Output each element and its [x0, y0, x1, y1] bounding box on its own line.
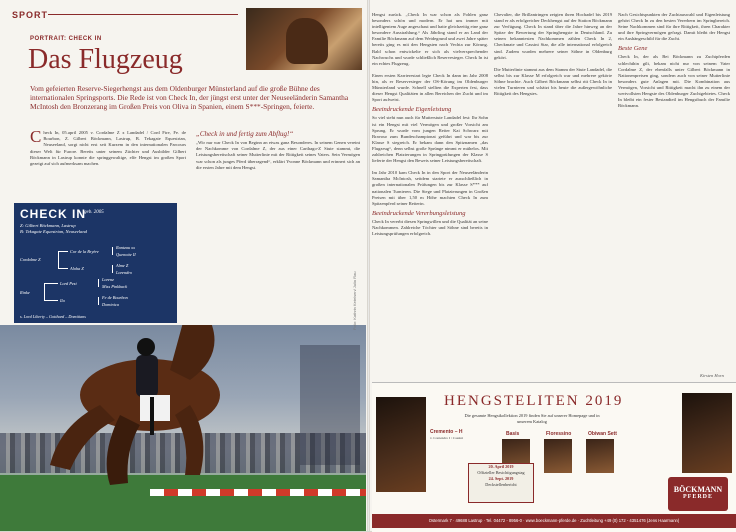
ad-stallion-1-sub: v. Contendro I / Cassini [430, 436, 464, 440]
ad-horse-photo-left [376, 397, 426, 492]
section-rule [48, 14, 238, 15]
pedigree-dam: Rinke [20, 290, 30, 295]
ad-stallion-4: Obiwan Sett [588, 431, 617, 437]
pedigree-dam-dam-dam: Dominica [102, 302, 119, 307]
dropcap: C [30, 130, 42, 146]
ad-date-1-label: Offizieller Besichtigungstag [477, 470, 525, 475]
column-3b-text: Einen ersten Karrierestart legte Check In dann im Jahr 2008 hin, als er Reservesieger der OS-Körung im Oldenburger Münsterland wurde. Schnell stellten die Experten fest, dass dieser Hengst Qualitäten in allen Bereichen der Zucht und im Sport aufweist. [372, 72, 488, 103]
pedigree-sire-dam: Aloha Z [70, 266, 84, 271]
article-column-2: „Wir nur war Check In von Beginn an etwas ganz Besonderes. In seinem Genen vereint der Nachkomme von Cordalme Z, der aus einer Carthago-Z Stute stammt, die Leistungsbereitschaft seiner Mutterlinie mit der Rittigkeit seines Vaters. Sein Vermögen war schon als junges Pferd überragend“, erklärt Yvonne Böckmann und erinnert sich an die ersten Jahre mit dem Hengst. [196, 140, 360, 170]
pedigree-sire-dam-dam: Lorendro [116, 270, 132, 275]
subhead-vererbung: Beeindruckende Vererbungsleistung [372, 209, 466, 217]
column-3e-text: Check In vererbt diesen Springwillen und die Qualität an seine Nachkommen. Zahlreiche Töchter und Söhne sind bereits in Leistungsprüfungen erfolgreich. [372, 218, 488, 236]
subhead-beste-gene: Beste Gene [618, 45, 648, 53]
article-kicker: PORTRAIT: CHECK IN [30, 36, 102, 42]
ad-stallion-2: Basis [506, 431, 520, 437]
breeder-line: Z: Gilbert Böckmann, Lastrup [20, 223, 76, 228]
column-4-text: Chevalier, die Brillantringen zeigten ihren Hochadel bis 2019 stand er als erfolgreicher Deckhengst auf der Station Böckmann zur Verfügung. Check In stand über die Jahre hinweg an der Spitze der Bewertung der Springhengste in Deutschland. Zu seinen bekanntesten Nachkommen zählen Check In 2, Checkmate und Cassini Star, die alle international erfolgreich sind. Zudem wurden mehrere seiner Söhne in Oldenburg gekört. [494, 12, 612, 60]
horse-head-photo [246, 8, 362, 70]
ad-date-1: 20. April 2019 [488, 464, 514, 469]
hengsteliten-advertisement [372, 382, 736, 532]
author-signature: Kirsten Horn [700, 373, 724, 378]
pedigree-owner-info [20, 223, 87, 235]
pedigree-title: CHECK IN [20, 207, 87, 221]
pedigree-sire: Cordalme Z [20, 257, 41, 262]
page-gutter [367, 0, 370, 531]
ad-stallion-3: Floressino [546, 431, 572, 437]
article-column-1 [30, 130, 186, 200]
pedigree-sire-sire-sire: Rantzau xx [116, 245, 135, 250]
pedigree-born: geb. 2005 [84, 210, 104, 215]
boeckmann-logo [668, 477, 728, 511]
pedigree-dam-dam: Ila [60, 298, 65, 303]
section-label: SPORT [12, 10, 49, 20]
article-column-3 [372, 12, 488, 372]
ad-headline: HENGSTELITEN 2019 [444, 393, 624, 409]
ad-stallion-3-photo [544, 439, 572, 473]
pedigree-sire-sire: Cor de la Bryère [70, 249, 99, 254]
pedigree-sire-sire-dam: Quenotte II [116, 252, 136, 257]
column-3c-text: So viel steht nun auch für Mutterstute Landadel fest: Ihr Sohn ist ein Hengst mit viel Vermögen und großer Vorsicht am Sprung. Er wurde vom jungen Reiter Kai Schwarz mit Bravour zum Bundeschampionat geführt und war bis zur Klasse S siegreich. Er bekam dann den Spitznamen „das Flugzeug“, denn selbst große Sprünge nimmt er mühelos. Mit zahlreichen Platzierungen in Springprüfungen der Klasse S lieferte der Hengst den Beweis seiner Leistungsbereitschaft. [372, 115, 488, 164]
column-1-text: heck In, 05.april 2005 v. Cordalme Z x Landadel / Cord Fire, Fe. de Bourbon, Z. Gilbert Böckmann, Lastrup, B. Tekagate Equestrian, Neuseeland, sorgt nicht erst seit Kurzem in den internationalen Parcours dieser Welt für Furore. Bereits unter seinem Züchter und Ausbilder Gilbert Böckmann in Lastrup konnte die springgewaltige, elfe Hengst im großen Sport gezeigt auf sich aufmerksam machen. [30, 130, 186, 167]
logo-line-2: PFERDE [683, 494, 713, 500]
column-5-text: Nach Gesichtspunkten der Zuchtauswahl und Eigenleistung gehört Check In zu den besten Vererbern im Springbereich. Seine Nachkommen sind für ihre Rittigkeit, ihren Charakter und ihre Springvermögen gefragt. Damit bleibt der Hengst ein Aushängeschild für die Zucht. [618, 12, 730, 42]
jumping-horse-illustration [40, 325, 230, 485]
pedigree-dam-sire: Lord Pezi [60, 281, 77, 286]
ad-stallion-4-photo [586, 439, 614, 473]
ad-date-2: 24. Sept. 2019 [488, 476, 514, 481]
pull-quote: „Check in und fertig zum Abflug!“ [196, 130, 294, 138]
column-5b-text: Check In, der als Bei Böckmann zu Zuchtpferden schlechthin gilt, bekam nicht nur von seinem Vater Cordalme Z, der ebenfalls unter Gilbert Böckmann in Nationenpreisen ging, sondern auch von seiner Mutterlinie besonders gute Anlagen mit. Die Kombination aus Vermögen, Vorsicht und Rittigkeit macht ihn zu einem der wertvollsten Hengste des Oldenburger Zuchtgebietes. Check In bleibt ein fester Bestandteil im Hengstbuch der Familie Böckmann. [618, 54, 730, 109]
pedigree-dam-sire-dam: Miss Pinkback [102, 284, 128, 289]
pedigree-dam-dam-sire: Fe de Bourbon [102, 295, 128, 300]
logo-line-1: BÖCKMANN [673, 485, 723, 494]
ad-stallion-1: Cremento – H [430, 429, 463, 435]
ad-horse-photo-right [682, 393, 732, 473]
article-column-5 [618, 12, 730, 372]
article-title: Das Flugzeug [28, 44, 183, 75]
article-column-4 [494, 12, 612, 372]
pedigree-footer: s. Lord Liberty – Gotthard – Domitians [20, 314, 86, 319]
subhead-eigenleistung: Beeindruckende Eigenleistung [372, 106, 452, 114]
show-jumping-photo [0, 325, 366, 531]
photo-credit: Foto: Kathrin Ketelsen/ Julia Rau [352, 271, 357, 330]
column-4b-text: Die Mutterlinie stammt aus dem Stamm der Stute Landadel, die selbst bis zur Klasse M erfolgreich war und mehrere gekörte Söhne brachte. Auch Gilbert Böckmann selbst ritt Check In in vielen Turnieren und schätzt bis heute die außergewöhnliche Rittigkeit des Hengstes. [494, 66, 612, 97]
ad-date-box [468, 463, 534, 503]
article-lead: Vom gefeierten Reserve-Siegerhengst aus dem Oldenburger Münsterland auf die große Bühne des internationalen Springsports. Die Rede ist von Check In, der jüngst erst unter der Neuseeländerin Samantha McIntosh den Bronzerang im Großen Preis von Oliva in Spanien, einem S***-Springen, feierte. [30, 84, 349, 111]
ad-date-2-label: Deckstellenbericht [485, 482, 517, 487]
column-3d-text: Im Jahr 2010 kam Check In in den Sport der Neuseeländerin Samantha McIntosh, seitdem startete er ausschließlich in großen internationalen Prüfungen bis zur Klasse S*** auf nationalen Turnieren. Die Siege und Platzierungen in Großen Preisen mit über 1,50 m Höhe machten Check In zum Spitzenpferd seiner Reiterin. [372, 170, 488, 206]
ad-subline: Die gesamte Hengstkollektion 2019 finden Sie auf unserer Homepage und in unserem Katalog [464, 413, 600, 424]
column-3-text: Hengst zurück. „Check In war schon als Fohlen ganz besonders schön und modern. Er hat uns immer mit intelligentem Auge angeschaut und hatte gleichzeitig eine ganz besondere Ausstrahlung.“ Als Jährling stand er an Land der Familie Böckmann auf dem Weidegrund und zwei Jahre später bereits ging es mit den Hengsten nach Vechta zur Körung. Bald schon entwickelte er sich als vielversprechender Nachwuchs und wurde schließlich Reservesieger. Check In ist ein echtes Flugzeug. [372, 12, 488, 66]
pedigree-sire-dam-sire: Alme Z [116, 263, 129, 268]
owner-line: B: Tekagate Equestrian, Neuseeland [20, 229, 87, 234]
pedigree-box [14, 203, 177, 323]
ad-footer-contact: Ostermark 7 · 49688 Lastrup · Tel. 04472 - 8956-0 · www.boeckmann-pferde.de · Zuchtleitung +49 (0) 172 - 4351476 (Jens Haarmann) [372, 514, 736, 528]
pedigree-dam-sire-sire: Lorenz [102, 277, 114, 282]
